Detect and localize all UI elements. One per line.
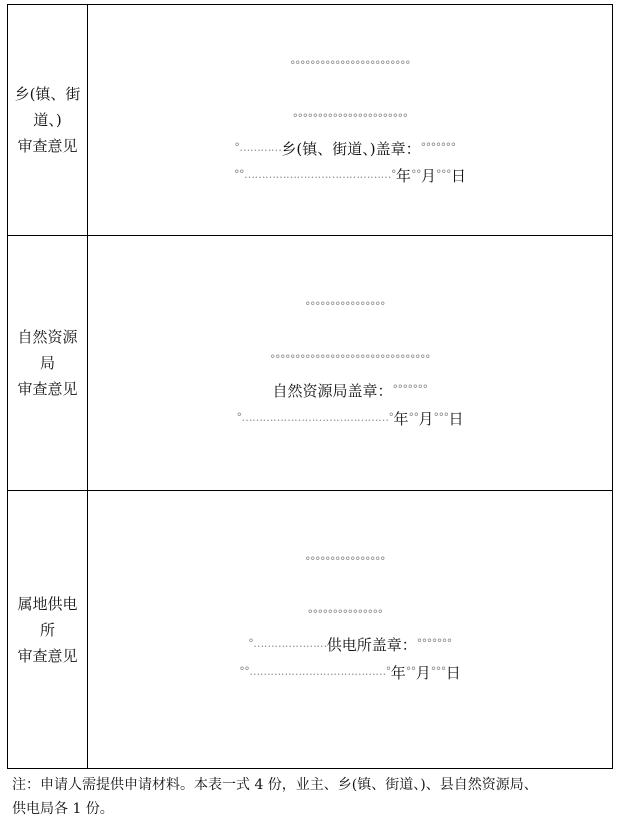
label-line: 自然资源: [17, 328, 78, 346]
blank-dots: °°°: [436, 168, 451, 181]
review-row-township: [8, 5, 613, 236]
blank-dots: °°°°°°°°°°°°°°°°: [305, 300, 385, 313]
date-day-label: 日: [451, 167, 467, 185]
blank-dots: °°°°°°°: [392, 383, 428, 396]
row-label-power-station: [8, 491, 88, 769]
label-line: 属地供电: [17, 594, 78, 613]
blank-dots: °°°°°°°°°°°°°°°°°°°°°°°°°°°°°°°°: [270, 353, 430, 366]
date-day-label: 日: [445, 664, 461, 682]
blank-dots: °°°°°°°°°°°°°°°°°°°°°°°°: [290, 59, 410, 72]
date-month-label: 月: [418, 410, 434, 428]
date-year-label: 年: [395, 167, 411, 185]
date-month-label: 月: [415, 664, 431, 682]
review-row-resources: [8, 236, 613, 491]
footnote-line: 注：申请人需提供申请材料。本表一式 4 份，业主、乡(镇、街道、)、县自然资源局、: [12, 777, 538, 793]
blank-dots: °°°°°°°°°°°°°°°: [307, 608, 383, 621]
seal-label: 供电所盖章：: [326, 636, 417, 654]
blank-dots: °°: [410, 168, 421, 181]
footnote-line: 供电局各 1 份。: [12, 801, 114, 817]
seal-label: 自然资源局盖章：: [272, 382, 393, 400]
date-day-label: 日: [448, 410, 464, 428]
label-line: 所: [39, 620, 55, 639]
blank-dots: °°°°°°°: [420, 141, 456, 154]
blank-dots: °°…………………………………°: [239, 665, 391, 678]
blank-dots: °°°: [433, 411, 449, 424]
label-line: 乡(镇、街: [14, 85, 81, 103]
blank-dots: °°……………………………………°: [233, 168, 396, 181]
row-label-township: [8, 5, 88, 236]
label-line: 道、): [33, 111, 62, 129]
date-month-label: 月: [420, 167, 436, 185]
review-row-power-station: [8, 491, 613, 769]
review-opinion-area[interactable]: [88, 5, 613, 236]
label-line: 审查意见: [17, 137, 78, 155]
label-line: 审查意见: [17, 380, 78, 398]
footnote: [12, 773, 612, 821]
blank-dots: °…………: [234, 141, 282, 154]
label-line: 局: [39, 354, 55, 372]
blank-dots: °°°: [430, 665, 446, 678]
date-year-label: 年: [390, 664, 406, 682]
blank-dots: °°°°°°°°°°°°°°°°: [305, 555, 385, 568]
review-form-table: [7, 4, 613, 769]
blank-dots: °……………………………………°: [236, 411, 394, 424]
blank-dots: °°: [408, 411, 419, 424]
blank-dots: °°: [405, 665, 416, 678]
review-opinion-area[interactable]: [88, 491, 613, 769]
label-line: 审查意见: [17, 646, 78, 665]
blank-dots: °°°°°°°°°°°°°°°°°°°°°°°: [292, 112, 408, 125]
blank-dots: °°°°°°°: [416, 637, 452, 650]
blank-dots: °…………………: [248, 637, 327, 650]
review-opinion-area[interactable]: [88, 236, 613, 491]
seal-label: 乡(镇、街道、)盖章：: [281, 140, 421, 158]
date-year-label: 年: [393, 410, 409, 428]
row-label-resources: [8, 236, 88, 491]
